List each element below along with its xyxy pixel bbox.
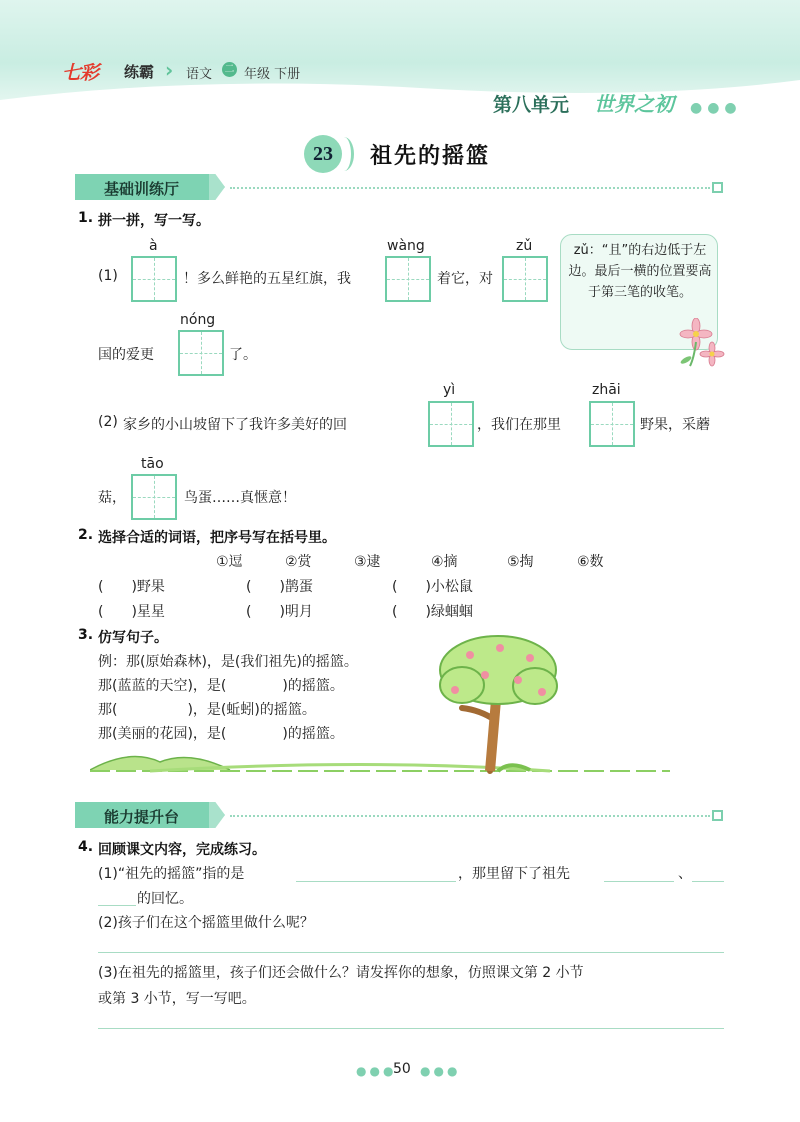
section-end-marker bbox=[712, 182, 723, 193]
section-title: 基础训练厅 bbox=[104, 180, 180, 198]
brand-logo: 七彩 bbox=[62, 62, 99, 84]
sentence-text: 了。 bbox=[229, 347, 257, 363]
pinyin: nóng bbox=[180, 312, 216, 328]
header-wave bbox=[0, 70, 800, 115]
character-box[interactable] bbox=[131, 256, 177, 302]
character-box[interactable] bbox=[589, 401, 635, 447]
tree-illustration bbox=[90, 630, 670, 778]
lesson-number: 23 bbox=[304, 135, 342, 173]
lesson-arc bbox=[334, 137, 354, 171]
sentence-text: 鸟蛋……真惬意！ bbox=[184, 490, 296, 506]
pinyin: zhāi bbox=[592, 382, 621, 398]
fill-sentence[interactable]: 那( )，是(蚯蚓)的摇篮。 bbox=[98, 702, 316, 718]
sentence-text: ，我们在那里 bbox=[477, 417, 561, 433]
sentence-text: 着它，对 bbox=[437, 271, 493, 287]
flower-icon bbox=[676, 318, 726, 368]
decor-dots: ●●● bbox=[420, 1064, 461, 1078]
blank-item[interactable]: ( )明月 bbox=[246, 604, 313, 620]
grade-label: 年级 下册 bbox=[244, 67, 301, 82]
section-banner-tail bbox=[209, 174, 225, 200]
blank-item[interactable]: ( )小松鼠 bbox=[392, 579, 473, 595]
answer-line[interactable] bbox=[604, 881, 674, 882]
blank-item[interactable]: ( )野果 bbox=[98, 579, 165, 595]
blank-item[interactable]: ( )鹊蛋 bbox=[246, 579, 313, 595]
blank-item[interactable]: ( )星星 bbox=[98, 604, 165, 620]
answer-line[interactable] bbox=[296, 881, 456, 882]
question-title: 选择合适的词语，把序号写在括号里。 bbox=[98, 530, 336, 546]
pinyin: à bbox=[149, 238, 158, 254]
question-text: (3)在祖先的摇篮里，孩子们还会做什么？请发挥你的想象，仿照课文第 2 小节 bbox=[98, 965, 584, 981]
question-text: ，那里留下了祖先 bbox=[458, 866, 570, 882]
chevron-right-icon: › bbox=[165, 58, 174, 82]
question-number: 2. bbox=[78, 527, 94, 543]
question-text: 或第 3 小节，写一写吧。 bbox=[98, 991, 256, 1007]
question-number: 3. bbox=[78, 627, 94, 643]
question-text: 、 bbox=[678, 866, 692, 882]
sentence-text: 野果，采蘑 bbox=[640, 417, 710, 433]
option: ③逮 bbox=[354, 554, 381, 570]
option: ④摘 bbox=[431, 554, 458, 570]
pinyin: yì bbox=[443, 382, 456, 398]
example-sentence: 例：那(原始森林)，是(我们祖先)的摇篮。 bbox=[98, 654, 358, 670]
section-title: 能力提升台 bbox=[104, 808, 180, 826]
question-number: 1. bbox=[78, 210, 94, 226]
fill-sentence[interactable]: 那(美丽的花园)，是( )的摇篮。 bbox=[98, 726, 344, 742]
item-number: (2) bbox=[98, 414, 118, 430]
sentence-text: 菇， bbox=[98, 490, 126, 506]
decor-dots: ●●● bbox=[690, 100, 742, 116]
sentence-text: ！多么鲜艳的五星红旗，我 bbox=[183, 271, 351, 287]
item-number: (1) bbox=[98, 268, 118, 284]
tip-text: zǔ：“且”的右边低于左边。最后一横的位置要高于第三笔的收笔。 bbox=[568, 243, 712, 300]
section-divider bbox=[230, 815, 710, 817]
question-title: 仿写句子。 bbox=[98, 630, 168, 646]
section-end-marker bbox=[712, 810, 723, 821]
lesson-title: 祖先的摇篮 bbox=[370, 144, 491, 169]
question-title: 拼一拼，写一写。 bbox=[98, 213, 210, 229]
pinyin: tāo bbox=[141, 456, 164, 472]
character-box[interactable] bbox=[502, 256, 548, 302]
sentence-text: 家乡的小山坡留下了我许多美好的回 bbox=[123, 417, 347, 433]
subject-label: 语文 bbox=[186, 67, 213, 82]
unit-label: 第八单元 bbox=[493, 94, 570, 116]
decor-dots: ●●● bbox=[356, 1064, 397, 1078]
character-box[interactable] bbox=[131, 474, 177, 520]
grade-badge: 二 bbox=[222, 62, 237, 77]
option: ②赏 bbox=[285, 554, 312, 570]
question-title: 回顾课文内容，完成练习。 bbox=[98, 842, 266, 858]
section-divider bbox=[230, 187, 710, 189]
pinyin: wàng bbox=[387, 238, 425, 254]
pinyin: zǔ bbox=[516, 238, 533, 254]
character-box[interactable] bbox=[178, 330, 224, 376]
question-number: 4. bbox=[78, 839, 94, 855]
character-box[interactable] bbox=[428, 401, 474, 447]
sentence-text: 国的爱更 bbox=[98, 347, 154, 363]
page-number: 50 bbox=[393, 1061, 411, 1077]
question-text: (1)“祖先的摇篮”指的是 bbox=[98, 866, 245, 882]
option: ⑥数 bbox=[577, 554, 604, 570]
blank-item[interactable]: ( )绿蝈蝈 bbox=[392, 604, 473, 620]
option: ⑤掏 bbox=[507, 554, 534, 570]
unit-name: 世界之初 bbox=[594, 92, 674, 116]
answer-line[interactable] bbox=[692, 881, 724, 882]
brand-sub: 练霸 bbox=[124, 63, 155, 81]
answer-line[interactable] bbox=[98, 952, 724, 953]
answer-line[interactable] bbox=[98, 905, 136, 906]
answer-line[interactable] bbox=[98, 1028, 724, 1029]
question-text: (2)孩子们在这个摇篮里做什么呢？ bbox=[98, 915, 314, 931]
character-box[interactable] bbox=[385, 256, 431, 302]
section-banner-tail bbox=[209, 802, 225, 828]
option: ①逗 bbox=[216, 554, 243, 570]
question-text: 的回忆。 bbox=[137, 891, 193, 907]
fill-sentence[interactable]: 那(蓝蓝的天空)，是( )的摇篮。 bbox=[98, 678, 344, 694]
